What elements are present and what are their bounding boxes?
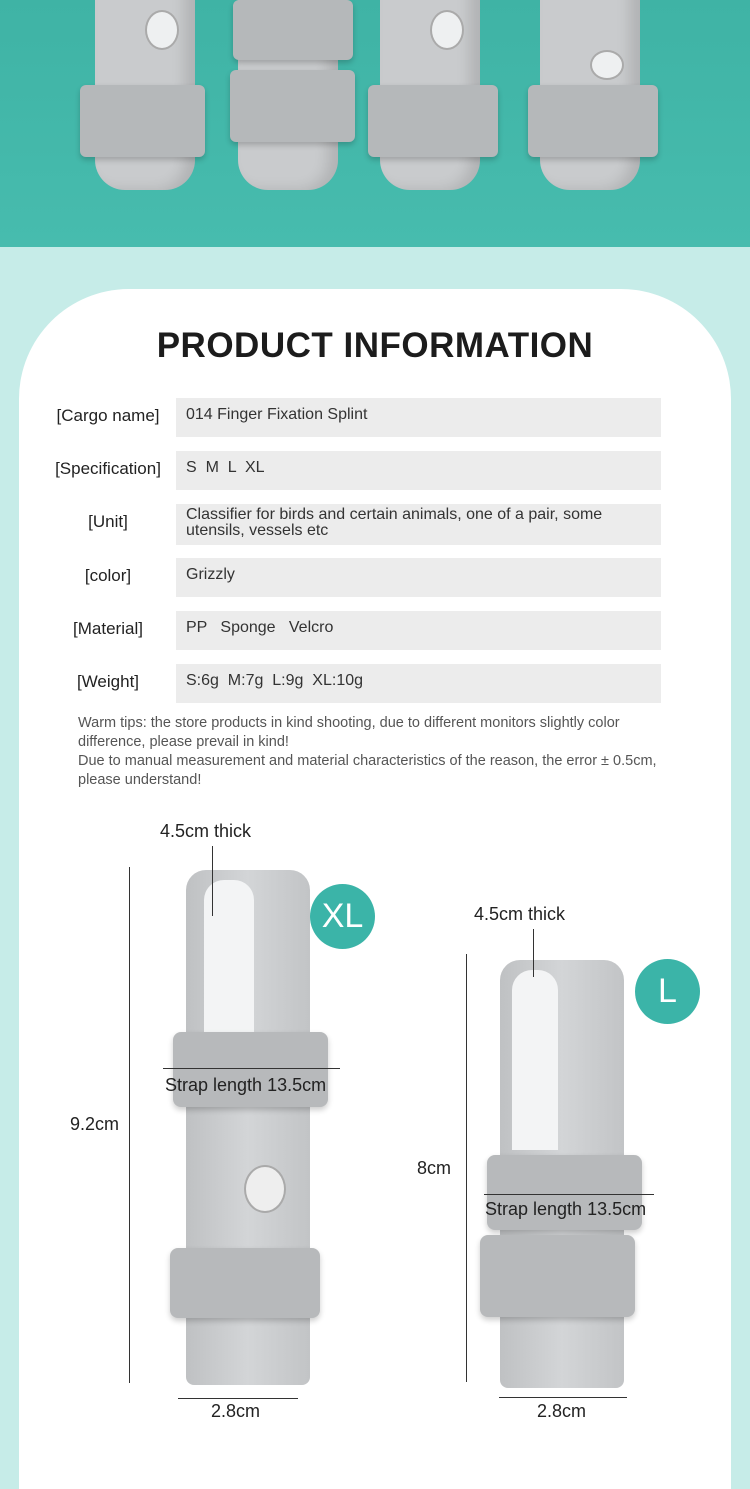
row-value: S:6g M:7g L:9g XL:10g <box>176 664 661 703</box>
tip-line: Warm tips: the store products in kind shooting, due to different monitors slightly color difference, please prevail in kind! <box>78 715 620 750</box>
info-row-cargo-name <box>40 398 662 437</box>
info-row-weight <box>40 664 662 703</box>
xl-thickness-label: 4.5cm thick <box>160 821 252 841</box>
l-strap <box>480 1235 635 1317</box>
splint-image <box>95 0 195 190</box>
info-row-material <box>40 611 662 650</box>
xl-size-badge: XL <box>310 884 375 949</box>
l-size-badge: L <box>635 959 700 1024</box>
warm-tips <box>78 714 678 790</box>
xl-strap-length-label: Strap length 13.5cm <box>165 1075 327 1095</box>
row-value: S M L XL <box>176 451 661 490</box>
row-label: [Weight] <box>76 672 140 691</box>
info-row-color <box>40 558 662 597</box>
xl-width-label: 2.8cm <box>211 1401 261 1421</box>
l-strap-length-label: Strap length 13.5cm <box>485 1199 647 1219</box>
row-label: [Specification] <box>55 459 161 478</box>
l-height-label: 8cm <box>417 1158 452 1178</box>
splint-image <box>238 0 338 190</box>
row-label: [Cargo name] <box>56 406 160 425</box>
l-thickness-label: 4.5cm thick <box>474 904 566 924</box>
hero-photo <box>0 0 750 247</box>
info-row-specification <box>40 451 662 490</box>
row-value: 014 Finger Fixation Splint <box>176 398 661 437</box>
l-width-label: 2.8cm <box>537 1401 587 1421</box>
row-value: PP Sponge Velcro <box>176 611 661 650</box>
splint-image <box>380 0 480 190</box>
tip-line: Due to manual measurement and material characteristics of the reason, the error ± 0.5cm, please understand! <box>78 753 657 788</box>
row-value: Classifier for birds and certain animals, one of a pair, some utensils, vessels etc <box>176 504 661 545</box>
xl-height-label: 9.2cm <box>70 1114 120 1134</box>
splint-image <box>540 0 640 190</box>
xl-strap <box>170 1248 320 1318</box>
row-value: Grizzly <box>176 558 661 597</box>
page-title: PRODUCT INFORMATION <box>156 326 594 365</box>
info-row-unit <box>40 504 662 545</box>
row-label: [color] <box>84 566 132 585</box>
row-label: [Unit] <box>88 512 128 531</box>
row-label: [Material] <box>73 619 143 638</box>
